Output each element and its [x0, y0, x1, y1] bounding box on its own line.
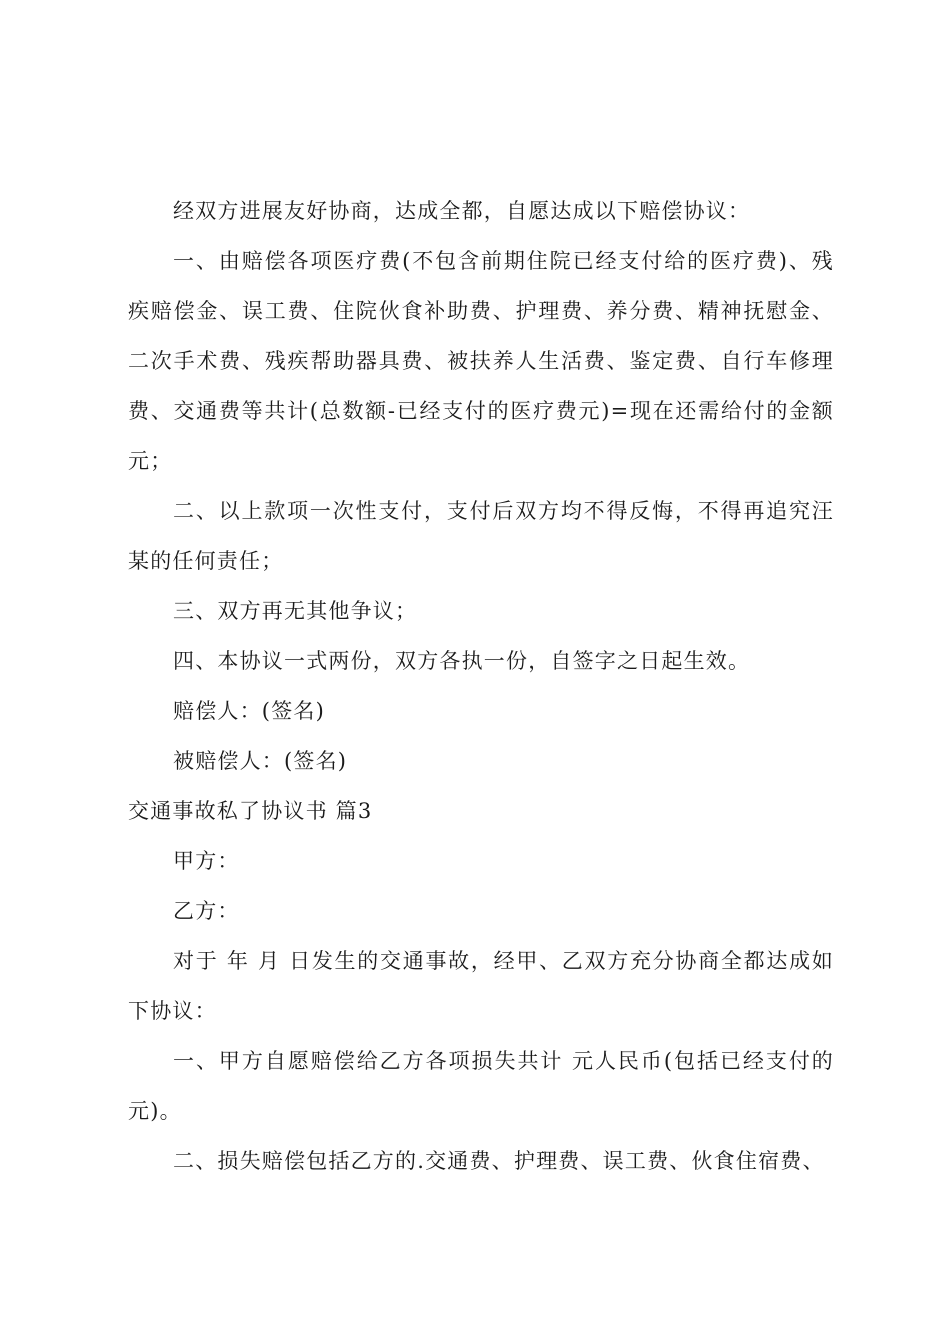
section-heading: 交通事故私了协议书 篇3: [128, 799, 373, 823]
paragraph-clause-1: 一、由赔偿各项医疗费(不包含前期住院已经支付给的医疗费)、残疾赔偿金、误工费、住院伙食补助费、护理费、养分费、精神抚慰金、二次手术费、残疾帮助器具费、被扶养人生活费、鉴定费、自行车修理费、交通费等共计(总数额-已经支付的医疗费元)=现在还需给付的金额元；: [128, 249, 834, 473]
signature-payer: 赔偿人：(签名): [173, 699, 325, 723]
party-a-label: 甲方：: [173, 849, 240, 873]
paragraph-clause-2: 二、以上款项一次性支付，支付后双方均不得反悔，不得再追究汪某的任何责任；: [128, 499, 834, 573]
paragraph-term-2: 二、损失赔偿包括乙方的.交通费、护理费、误工费、伙食住宿费、: [173, 1149, 825, 1173]
paragraph-agreement-intro: 对于 年 月 日发生的交通事故，经甲、乙双方充分协商全都达成如下协议：: [128, 949, 834, 1023]
party-b-label: 乙方：: [173, 899, 240, 923]
paragraph-clause-3: 三、双方再无其他争议；: [173, 599, 418, 623]
signature-payee: 被赔偿人：(签名): [173, 749, 348, 773]
document-body: [128, 186, 834, 1186]
paragraph-intro: 经双方进展友好协商，达成全都，自愿达成以下赔偿协议：: [173, 199, 751, 223]
paragraph-term-1: 一、甲方自愿赔偿给乙方各项损失共计 元人民币(包括已经支付的元)。: [128, 1049, 834, 1123]
paragraph-clause-4: 四、本协议一式两份，双方各执一份，自签字之日起生效。: [173, 649, 751, 673]
